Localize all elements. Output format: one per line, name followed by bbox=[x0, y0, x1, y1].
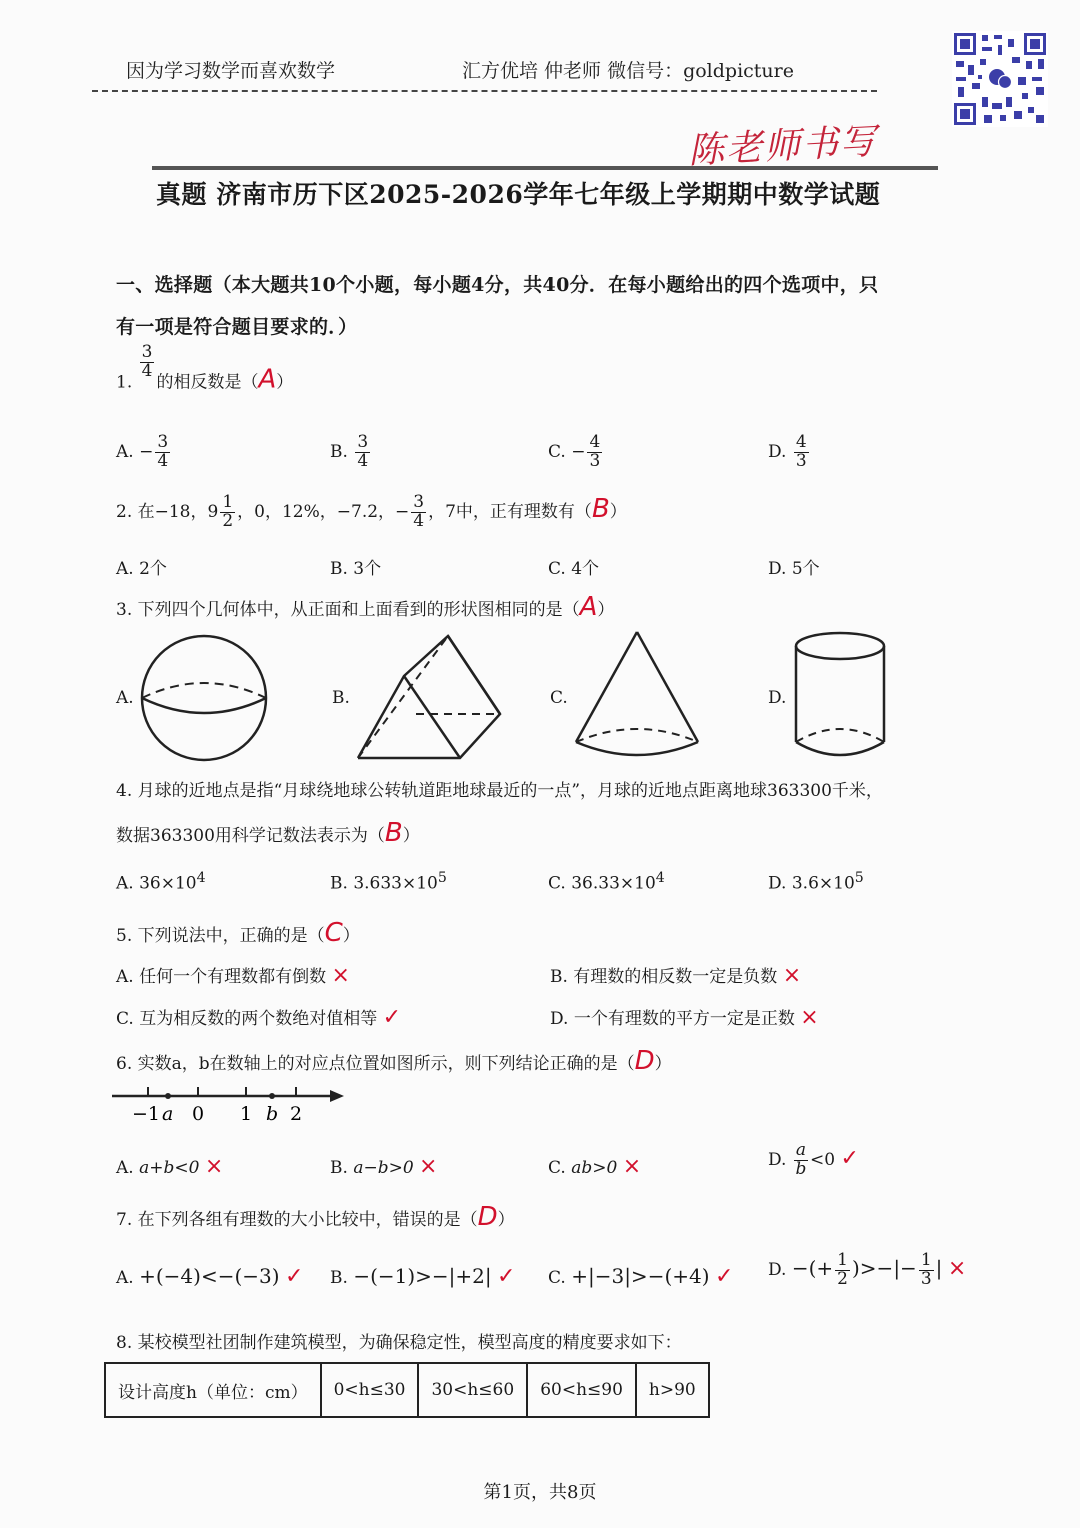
option-exponent: 4 bbox=[196, 870, 206, 886]
q4-option-a bbox=[116, 870, 206, 894]
option-label: C. bbox=[548, 441, 566, 462]
option-expr-pre: −(+ bbox=[791, 1255, 834, 1280]
check-mark-icon: ✓ bbox=[714, 1264, 734, 1289]
table-cell: h>90 bbox=[636, 1363, 709, 1417]
handwritten-signature: 陈老师书写 bbox=[687, 121, 880, 172]
question-8: 8. 某校模型社团制作建筑模型，为确保稳定性，模型高度的精度要求如下： bbox=[116, 1333, 682, 1353]
option-exponent: 4 bbox=[655, 870, 665, 886]
q3-label-a: A. bbox=[116, 688, 134, 708]
number-line-figure bbox=[112, 1082, 348, 1126]
q2-prefix: 2. 在−18，9 bbox=[116, 502, 219, 522]
q1-handwritten-answer: A bbox=[258, 364, 277, 395]
q5-option-b bbox=[550, 962, 801, 988]
triangular-prism-figure bbox=[356, 634, 504, 762]
option-label: C. bbox=[548, 1268, 566, 1288]
q7-option-a bbox=[116, 1264, 303, 1289]
q2-mixed-fraction bbox=[220, 494, 235, 531]
option-label: B. bbox=[330, 873, 348, 894]
q3-label-d: D. bbox=[768, 688, 787, 708]
table-cell: 60<h≤90 bbox=[527, 1363, 636, 1417]
option-text: D. 一个有理数的平方一定是正数 bbox=[550, 1009, 795, 1029]
option-fraction-2 bbox=[919, 1252, 934, 1289]
check-mark-icon: ✓ bbox=[840, 1145, 859, 1171]
axis-label-0: 0 bbox=[192, 1103, 205, 1125]
frac-num: 4 bbox=[795, 432, 807, 452]
frac-den: 4 bbox=[413, 511, 425, 531]
cross-mark-icon: × bbox=[782, 963, 802, 988]
q6-option-a bbox=[116, 1154, 223, 1179]
q2-close: ） bbox=[609, 502, 627, 522]
q4-option-c bbox=[548, 870, 665, 894]
question-4-line1: 4. 月球的近地点是指“月球绕地球公转轨道距地球最近的一点”，月球的近地点距离地球363300千米， bbox=[116, 781, 883, 801]
q3-text: 3. 下列四个几何体中，从正面和上面看到的形状图相同的是（ bbox=[116, 600, 580, 620]
option-label: B. bbox=[330, 441, 348, 462]
option-fraction bbox=[794, 434, 809, 471]
question-1 bbox=[116, 342, 294, 395]
option-expr: a−b>0 bbox=[353, 1158, 414, 1178]
option-expr: ab>0 bbox=[571, 1158, 618, 1178]
frac-den: 2 bbox=[837, 1268, 848, 1289]
frac-num: 1 bbox=[920, 1250, 932, 1270]
q4-option-d bbox=[768, 870, 864, 894]
q4-option-b bbox=[330, 870, 447, 894]
q2-suffix: ，7中，正有理数有（ bbox=[428, 502, 592, 522]
q1-text: 的相反数是（ bbox=[156, 372, 259, 393]
option-label: C. bbox=[548, 1158, 566, 1178]
option-base: 36.33×10 bbox=[571, 873, 656, 894]
q1-option-c bbox=[548, 434, 604, 471]
check-mark-icon: ✓ bbox=[284, 1264, 304, 1289]
frac-den: 3 bbox=[795, 450, 807, 471]
qr-code-icon bbox=[952, 31, 1048, 127]
axis-label-neg1: −1 bbox=[132, 1103, 161, 1125]
q1-frac-den: 4 bbox=[141, 360, 153, 381]
sphere-figure bbox=[138, 634, 272, 762]
q6-close: ） bbox=[654, 1054, 672, 1074]
option-label: D. bbox=[768, 873, 787, 894]
q6-option-c bbox=[548, 1154, 641, 1179]
frac-den: 4 bbox=[157, 450, 169, 471]
cone-figure bbox=[572, 630, 702, 764]
q2-option-c: C. 4个 bbox=[548, 559, 600, 579]
q1-frac-num: 3 bbox=[141, 342, 153, 362]
q4-close: ） bbox=[402, 826, 420, 846]
cross-mark-icon: × bbox=[947, 1255, 967, 1281]
q1-option-d bbox=[768, 434, 811, 471]
frac-num: 3 bbox=[157, 432, 169, 452]
axis-label-b: b bbox=[266, 1103, 279, 1125]
option-base: 36×10 bbox=[139, 873, 197, 894]
q4-text: 数据363300用科学记数法表示为（ bbox=[116, 826, 385, 846]
option-label: A. bbox=[116, 873, 134, 894]
q7-option-b bbox=[330, 1264, 515, 1289]
option-exponent: 5 bbox=[437, 870, 447, 886]
section-heading-line2: 有一项是符合题目要求的．） bbox=[116, 316, 358, 338]
q1-option-a bbox=[116, 434, 172, 471]
frac-num: 1 bbox=[222, 492, 234, 513]
question-6 bbox=[116, 1046, 672, 1076]
frac-num: 3 bbox=[413, 492, 425, 513]
option-expr: a+b<0 bbox=[139, 1158, 200, 1178]
q3-label-b: B. bbox=[332, 688, 350, 708]
question-4-line2 bbox=[116, 818, 420, 848]
check-mark-icon: ✓ bbox=[497, 1264, 516, 1289]
option-fraction bbox=[794, 1142, 808, 1179]
q3-handwritten-answer: A bbox=[579, 592, 598, 622]
cross-mark-icon: × bbox=[331, 963, 350, 988]
option-base: 3.633×10 bbox=[353, 873, 438, 894]
frac-num: 1 bbox=[837, 1250, 848, 1270]
q7-close: ） bbox=[497, 1210, 515, 1230]
frac-den: 2 bbox=[222, 511, 234, 531]
table-header-cell: 设计高度h（单位：cm） bbox=[105, 1363, 321, 1417]
option-text: A. 任何一个有理数都有倒数 bbox=[116, 967, 327, 987]
option-text: C. 互为相反数的两个数绝对值相等 bbox=[116, 1009, 378, 1029]
q3-label-c: C. bbox=[550, 688, 568, 708]
cross-mark-icon: × bbox=[419, 1154, 438, 1179]
option-expr-post: | bbox=[935, 1255, 943, 1280]
q7-text: 7. 在下列各组有理数的大小比较中，错误的是（ bbox=[116, 1210, 478, 1230]
table-row bbox=[105, 1363, 709, 1417]
frac-den: 3 bbox=[589, 450, 601, 471]
option-fraction bbox=[355, 434, 370, 471]
axis-label-a: a bbox=[162, 1103, 174, 1125]
option-label: C. bbox=[548, 873, 566, 894]
q5-text: 5. 下列说法中，正确的是（ bbox=[116, 926, 325, 946]
option-label: A. bbox=[116, 1268, 134, 1288]
option-sign: − bbox=[571, 441, 586, 462]
header-right-text: 汇方优培 仲老师 微信号：goldpicture bbox=[462, 60, 794, 82]
option-expr: <0 bbox=[809, 1149, 836, 1170]
q1-close: ） bbox=[276, 372, 294, 393]
table-cell: 0<h≤30 bbox=[321, 1363, 419, 1417]
option-label: D. bbox=[768, 441, 787, 462]
question-7 bbox=[116, 1202, 515, 1232]
frac-num: 3 bbox=[357, 432, 369, 452]
q2-option-b: B. 3个 bbox=[330, 559, 382, 579]
header-divider bbox=[92, 90, 877, 92]
frac-num: a bbox=[795, 1140, 806, 1160]
option-fraction bbox=[155, 434, 170, 471]
frac-den: 4 bbox=[357, 450, 369, 471]
option-fraction-1 bbox=[835, 1252, 850, 1289]
q6-text: 6. 实数a，b在数轴上的对应点位置如图所示，则下列结论正确的是（ bbox=[116, 1054, 635, 1074]
cross-mark-icon: × bbox=[204, 1154, 224, 1179]
frac-num: 4 bbox=[589, 432, 601, 452]
option-expr: −(−1)>−|+2| bbox=[353, 1264, 492, 1288]
cylinder-figure bbox=[792, 630, 890, 766]
option-expr-mid: )>−|− bbox=[852, 1255, 917, 1280]
q5-option-d bbox=[550, 1004, 819, 1030]
q6-option-d bbox=[768, 1142, 859, 1179]
axis-label-1: 1 bbox=[240, 1103, 253, 1125]
q1-fraction bbox=[140, 344, 155, 381]
option-label: B. bbox=[330, 1158, 348, 1178]
option-text: B. 有理数的相反数一定是负数 bbox=[550, 967, 778, 987]
option-base: 3.6×10 bbox=[791, 873, 855, 894]
q7-option-d bbox=[768, 1252, 966, 1289]
q7-option-c bbox=[548, 1264, 733, 1289]
frac-den: b bbox=[795, 1158, 807, 1179]
q3-close: ） bbox=[597, 600, 615, 620]
option-label: D. bbox=[768, 1259, 787, 1280]
q6-handwritten-answer: D bbox=[634, 1046, 655, 1076]
q5-option-a bbox=[116, 962, 350, 988]
option-label: A. bbox=[116, 441, 134, 462]
question-3 bbox=[116, 592, 614, 622]
q6-option-b bbox=[330, 1154, 437, 1179]
page-title: 真题 济南市历下区2025-2026学年七年级上学期期中数学试题 bbox=[152, 166, 938, 220]
q2-handwritten-answer: B bbox=[591, 494, 610, 524]
q2-mid: ，0，12%，−7.2，− bbox=[237, 502, 410, 522]
frac-den: 3 bbox=[920, 1268, 932, 1289]
q4-handwritten-answer: B bbox=[384, 818, 403, 848]
q5-handwritten-answer: C bbox=[324, 918, 343, 948]
option-sign: − bbox=[139, 441, 154, 462]
page-footer: 第1页，共8页 bbox=[483, 1482, 597, 1503]
axis-label-2: 2 bbox=[290, 1103, 303, 1125]
q2-fraction bbox=[411, 494, 426, 531]
table-cell: 30<h≤60 bbox=[418, 1363, 527, 1417]
option-expr: +|−3|>−(+4) bbox=[571, 1264, 710, 1288]
header-left-text: 因为学习数学而喜欢数学 bbox=[126, 60, 336, 82]
question-5 bbox=[116, 918, 360, 948]
option-fraction bbox=[587, 434, 602, 471]
q7-handwritten-answer: D bbox=[477, 1202, 498, 1232]
q5-option-c bbox=[116, 1004, 401, 1030]
option-exponent: 5 bbox=[854, 870, 864, 886]
option-expr: +(−4)<−(−3) bbox=[139, 1264, 280, 1288]
option-label: A. bbox=[116, 1158, 134, 1178]
option-label: D. bbox=[768, 1149, 787, 1170]
section-heading-line1: 一、选择题（本大题共10个小题，每小题4分，共40分．在每小题给出的四个选项中，只 bbox=[116, 274, 879, 296]
q2-option-a: A. 2个 bbox=[116, 559, 167, 579]
question-2 bbox=[116, 494, 627, 531]
q1-number: 1. bbox=[116, 372, 133, 393]
cross-mark-icon: × bbox=[622, 1154, 642, 1179]
height-precision-table bbox=[104, 1362, 710, 1418]
option-label: B. bbox=[330, 1268, 348, 1288]
q5-close: ） bbox=[342, 926, 360, 946]
q1-option-b bbox=[330, 434, 372, 471]
cross-mark-icon: × bbox=[800, 1005, 819, 1030]
q2-option-d: D. 5个 bbox=[768, 559, 820, 579]
check-mark-icon: ✓ bbox=[382, 1005, 402, 1030]
